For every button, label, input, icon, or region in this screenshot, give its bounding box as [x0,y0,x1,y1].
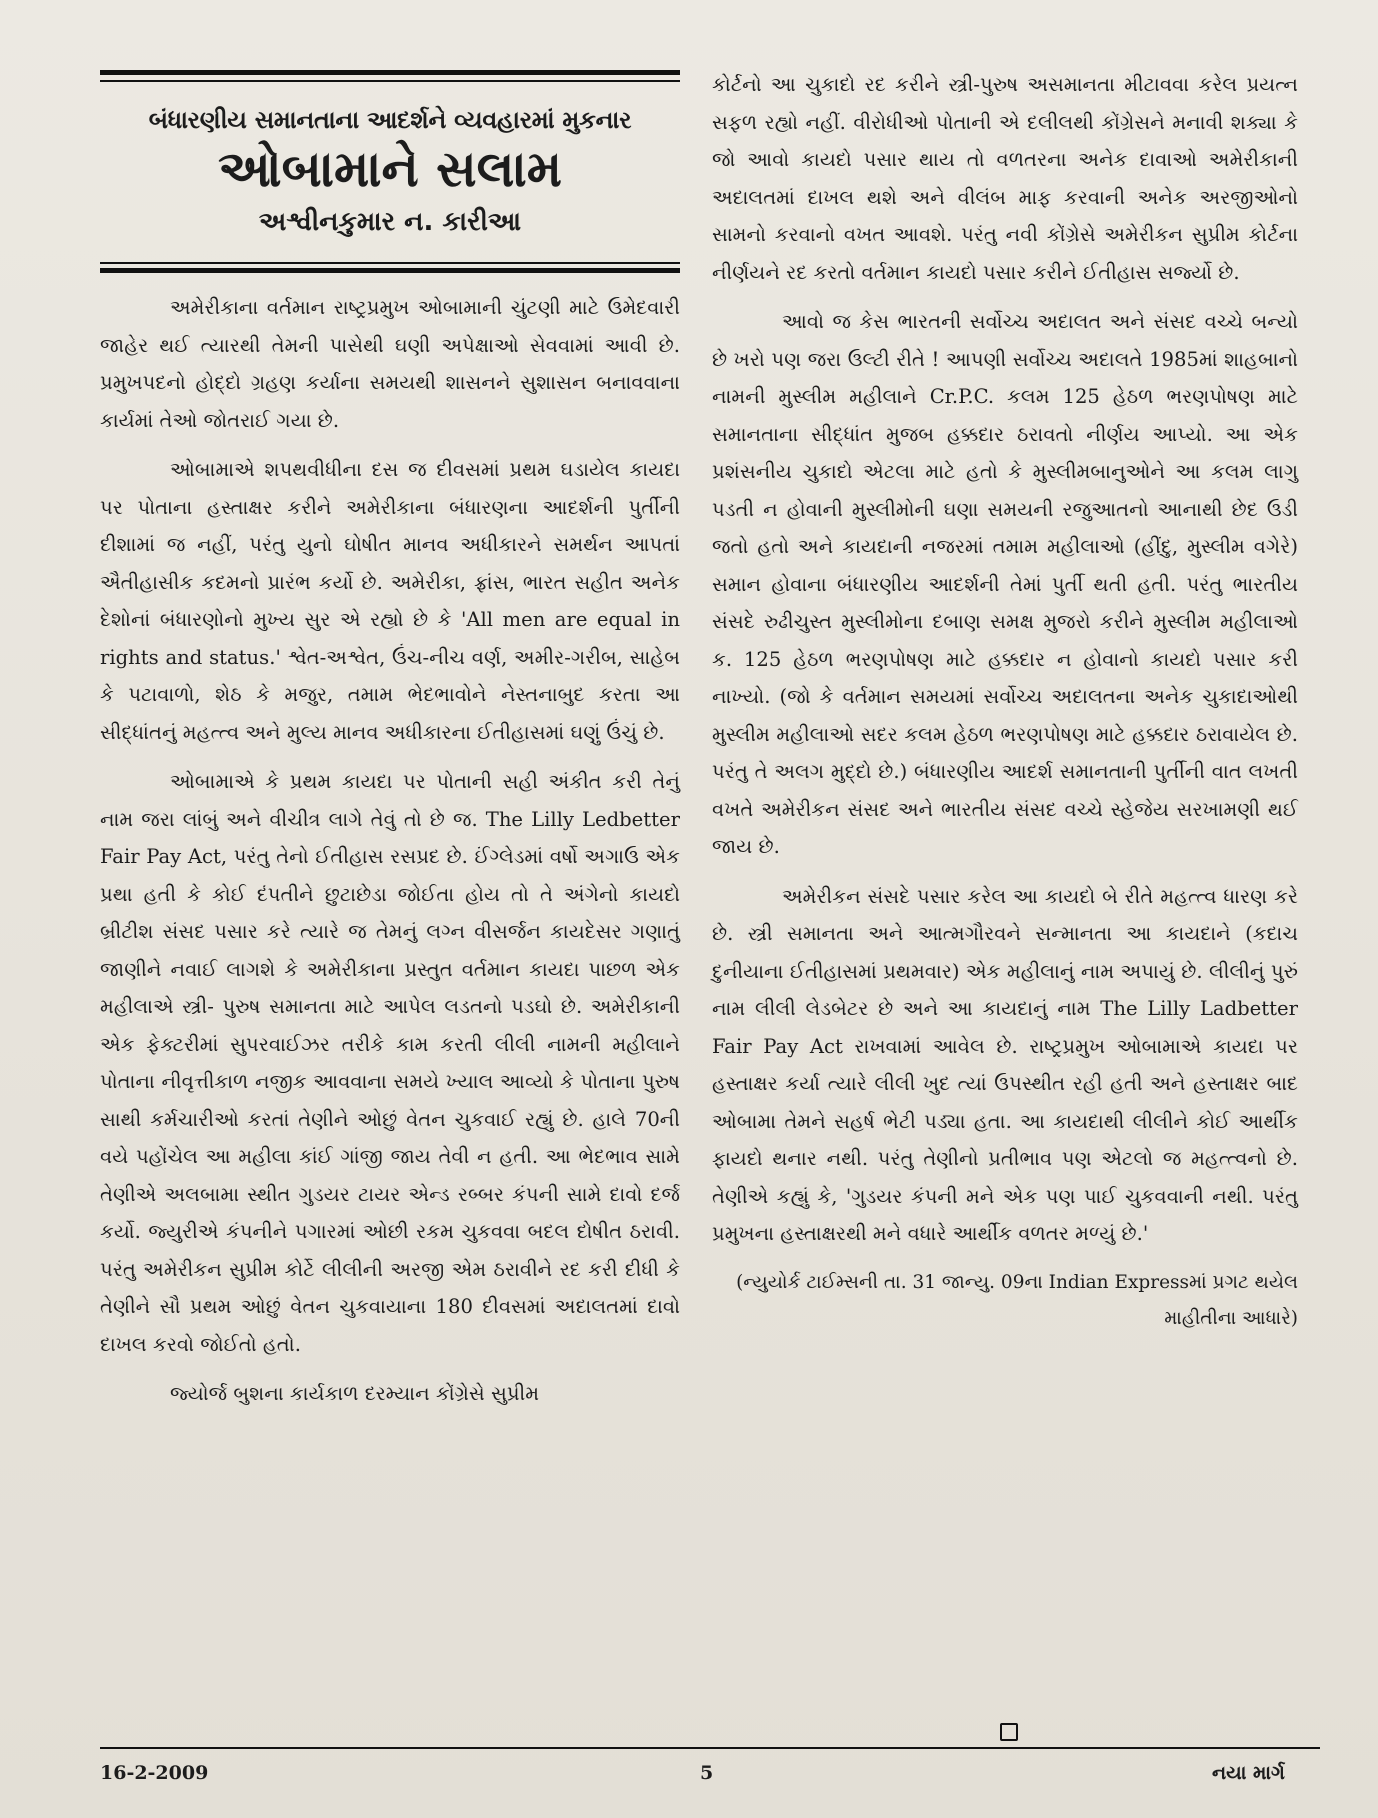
paragraph-continued: કોર્ટનો આ ચુકાદો રદ કરીને સ્ત્રી-પુરુષ અસમાનતા મીટાવવા કરેલ પ્રયત્ન સફળ રહ્યો નહીં. વીરોધીઓ પોતાની એ દલીલથી કોંગ્રેસને મનાવી શક્યા કે જો આવો કાયદો પસાર થાય તો વળતરના અનેક દાવાઓ અમેરીકાની અદાલતમાં દાખલ થશે અને વીલંબ માફ કરવાની અનેક અરજીઓનો સામનો કરવાનો વખત આવશે. પરંતુ નવી કોંગ્રેસે અમેરીકન સુપ્રીમ કોર્ટના નીર્ણયને રદ કરતો વર્તમાન કાયદો પસાર કરીને ઈતીહાસ સર્જ્યો છે. [712,73,1298,284]
header-bottom-rules [100,262,680,273]
end-of-article-icon [1000,1723,1018,1741]
magazine-name: નયા માર્ગ [1212,1762,1285,1784]
left-column [100,70,680,1425]
article-kicker: બંધારણીય સમાનતાના આદર્શને વ્યવહારમાં મુકનાર [148,106,632,134]
paragraph: આવો જ કેસ ભારતની સર્વોચ્ચ અદાલત અને સંસદ વચ્ચે બન્યો છે ખરો પણ જરા ઉલ્ટી રીતે ! આપણી સર્વોચ્ચ અદાલતે 1985માં શાહબાનો નામની મુસ્લીમ મહીલાને Cr.P.C. કલમ 125 હેઠળ ભરણપોષણ માટે સમાનતાના સીદ્ધાંત મુજબ હક્કદાર ઠરાવતો નીર્ણય આપ્યો. આ એક પ્રશંસનીય ચુકાદો એટલા માટે હતો કે મુસ્લીમબાનુઓને આ કલમ લાગુ પડતી ન હોવાની મુસ્લીમોની ઘણા સમયની રજુઆતનો આનાથી છેદ ઉડી જતો હતો અને કાયદાની નજરમાં તમામ મહીલાઓ (હીંદુ, મુસ્લીમ વગેરે) સમાન હોવાના બંધારણીય આદર્શની તેમાં પુર્તી થતી હતી. પરંતુ ભારતીય સંસદે રુઢીચુસ્ત મુસ્લીમોના દબાણ સમક્ષ મુજરો કરીને મુસ્લીમ મહીલાઓ ક. 125 હેઠળ ભરણપોષણ માટે હક્કદાર ન હોવાનો કાયદો પસાર કરી નાખ્યો. (જો કે વર્તમાન સમયમાં સર્વોચ્ચ અદાલતના અનેક ચુકાદાઓથી મુસ્લીમ મહીલાઓ સદર કલમ હેઠળ ભરણપોષણ માટે હક્કદાર ઠરાવાયેલ છે. પરંતુ તે અલગ મુદ્દો છે.) બંધારણીય આદર્શ સમાનતાની પુર્તીની વાત લખતી વખતે અમેરીકન સંસદ અને ભારતીય સંસદ વચ્ચે સ્હેજેય સરખામણી થઈ જાય છે. [712,310,1298,858]
paragraph: ઓબામાએ શપથવીધીના દસ જ દીવસમાં પ્રથમ ઘડાયેલ કાયદા પર પોતાના હસ્તાક્ષર કરીને અમેરીકાના બંધારણના આદર્શની પુર્તીની દીશામાં જ નહીં, પરંતુ યુનો ઘોષીત માનવ અધીકારને સમર્થન આપતાં ઐતીહાસીક કદમનો પ્રારંભ કર્યો છે. અમેરીકા, ફ્રાંસ, ભારત સહીત અનેક દેશોનાં બંધારણોનો મુખ્ય સુર એ રહ્યો છે કે 'All men are equal in rights and status.' શ્વેત-અશ્વેત, ઉંચ-નીચ વર્ણ, અમીર-ગરીબ, સાહેબ કે પટાવાળો, શેઠ કે મજુર, તમામ ભેદભાવોને નેસ્તનાબુદ કરતા આ સીદ્ધાંતનું મહત્ત્વ અને મુલ્ય માનવ અધીકારના ઈતીહાસમાં ઘણું ઉંચું છે. [100,458,680,744]
paragraph: ઓબામાએ કે પ્રથમ કાયદા પર પોતાની સહી અંકીત કરી તેનું નામ જરા લાંબું અને વીચીત્ર લાગે તેવું તો છે જ. The Lilly Ledbetter Fair Pay Act, પરંતુ તેનો ઈતીહાસ રસપ્રદ છે. ઈંગ્લેડમાં વર્ષો અગાઉ એક પ્રથા હતી કે કોઈ દંપતીને છુટાછેડા જોઈતા હોય તો તે અંગેનો કાયદો બ્રીટીશ સંસદ પસાર કરે ત્યારે જ તેમનું લગ્ન વીસર્જન કાયદેસર ગણાતું જાણીને નવાઈ લાગશે કે અમેરીકાના પ્રસ્તુત વર્તમાન કાયદા પાછળ એક મહીલાએ સ્ત્રી- પુરુષ સમાનતા માટે આપેલ લડતનો પડઘો છે. અમેરીકાની એક ફેક્ટરીમાં સુપરવાઈઝર તરીકે કામ કરતી લીલી નામની મહીલાને પોતાના નીવૃત્તીકાળ નજીક આવવાના સમયે ખ્યાલ આવ્યો કે પોતાના પુરુષ સાથી કર્મચારીઓ કરતાં તેણીને ઓછું વેતન ચુકવાઈ રહ્યું છે. હાલે 70ની વયે પહોંચેલ આ મહીલા કાંઈ ગાંજી જાય તેવી ન હતી. આ ભેદભાવ સામે તેણીએ અલબામા સ્થીત ગુડયર ટાયર એન્ડ રબ્બર કંપની સામે દાવો દર્જ કર્યો. જ્યુરીએ કંપનીને પગારમાં ઓછી રકમ ચુકવવા બદલ દોષીત ઠરાવી. પરંતુ અમેરીકન સુપ્રીમ કોર્ટે લીલીની અરજી એમ ઠરાવીને રદ કરી દીધી કે તેણીને સૌ પ્રથમ ઓછું વેતન ચુકવાયાના 180 દીવસમાં અદાલતમાં દાવો દાખલ કરવો જોઈતો હતો. [100,770,680,1356]
article-title: ઓબામાને સલામ [217,140,563,198]
footer-date: 16-2-2009 [100,1762,209,1784]
top-rule-thin [100,80,680,82]
top-rule [100,70,680,75]
paragraph: અમેરીકાના વર્તમાન રાષ્ટ્રપ્રમુખ ઓબામાની ચુંટણી માટે ઉમેદવારી જાહેર થઈ ત્યારથી તેમની પાસેથી ઘણી અપેક્ષાઓ સેવવામાં આવી છે. પ્રમુખપદનો હોદ્દો ગ્રહણ કર્યાના સમયથી શાસનને સુશાસન બનાવવાના કાર્યમાં તેઓ જોતરાઈ ગયા છે. [100,296,680,432]
paragraph: અમેરીકન સંસદે પસાર કરેલ આ કાયદો બે રીતે મહત્ત્વ ધારણ કરે છે. સ્ત્રી સમાનતા અને આત્મગૌરવને સન્માનતા આ કાયદાને (કદાચ દુનીયાના ઈતીહાસમાં પ્રથમવાર) એક મહીલાનું નામ અપાયું છે. લીલીનું પુરું નામ લીલી લેડબેટર છે અને આ કાયદાનું નામ The Lilly Ladbetter Fair Pay Act રાખવામાં આવેલ છે. રાષ્ટ્રપ્રમુખ ઓબામાએ કાયદા પર હસ્તાક્ષર કર્યા ત્યારે લીલી ખુદ ત્યાં ઉપસ્થીત રહી હતી અને હસ્તાક્ષર બાદ ઓબામા તેમને સહર્ષ ભેટી પડ્યા હતા. આ કાયદાથી લીલીને કોઈ આર્થીક ફાયદો થનાર નથી. પરંતુ તેણીનો પ્રતીભાવ પણ એટલો જ મહત્ત્વનો છે. તેણીએ કહ્યું કે, 'ગુડયર કંપની મને એક પણ પાઈ ચુકવવાની નથી. પરંતુ પ્રમુખના હસ્તાક્ષરથી મને વધારે આર્થીક વળતર મળ્યું છે.' [712,884,1298,1245]
rule-thick [100,268,680,273]
article-author: અશ્વીનકુમાર ન. કારીઆ [258,207,522,237]
paragraph: જ્યોર્જ બુશના કાર્યકાળ દરમ્યાન કોંગ્રેસે સુપ્રીમ [170,1382,540,1405]
right-column [712,66,1298,1337]
source-note: (ન્યુયોર્ક ટાઈમ્સની તા. 31 જાન્યુ. 09ના Indian Expressમાં પ્રગટ થયેલ માહીતીના આધારે) [736,1271,1298,1329]
footer-rule [100,1747,1320,1749]
page-number: 5 [700,1762,714,1784]
